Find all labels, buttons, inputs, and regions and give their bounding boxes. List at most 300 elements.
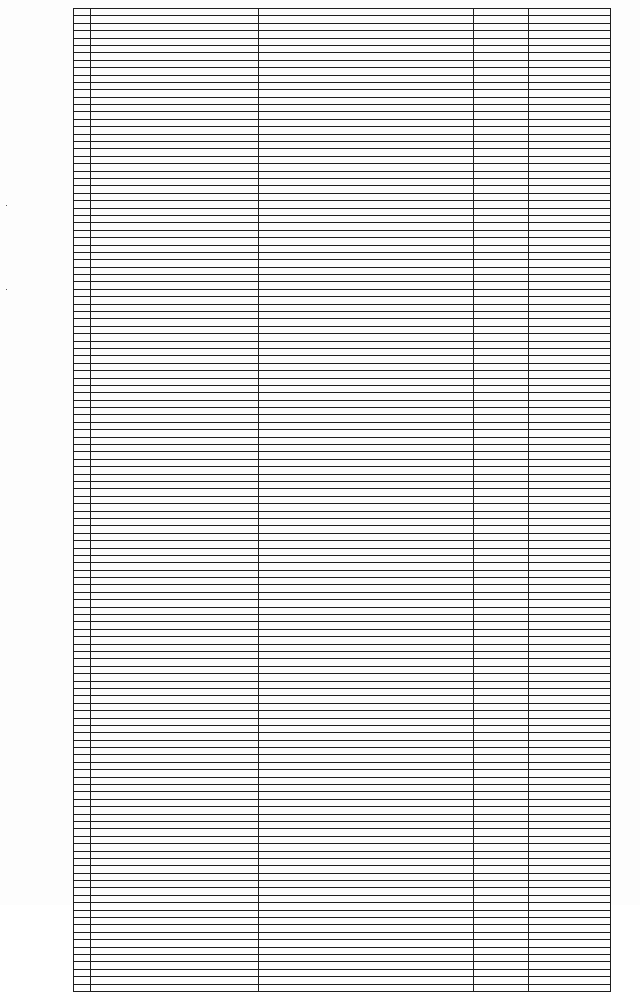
row-number-cell (74, 245, 91, 252)
year-cell (473, 637, 528, 644)
row-number-cell (74, 474, 91, 481)
period-cell (529, 644, 611, 651)
period-cell (529, 740, 611, 747)
period-cell (529, 496, 611, 503)
address-cell (91, 940, 259, 947)
year-cell (473, 341, 528, 348)
work-type-cell (259, 341, 474, 348)
address-cell (91, 674, 259, 681)
period-cell (529, 422, 611, 429)
row-number-cell (74, 289, 91, 296)
year-cell (473, 474, 528, 481)
table-row (74, 962, 611, 969)
work-type-cell (259, 903, 474, 910)
period-cell (529, 312, 611, 319)
period-cell (529, 112, 611, 119)
work-type-cell (259, 918, 474, 925)
work-type-cell (259, 289, 474, 296)
year-cell (473, 326, 528, 333)
address-cell (91, 378, 259, 385)
period-cell (529, 252, 611, 259)
year-cell (473, 356, 528, 363)
year-cell (473, 164, 528, 171)
year-cell (473, 504, 528, 511)
work-type-cell (259, 651, 474, 658)
table-row (74, 711, 611, 718)
address-cell (91, 208, 259, 215)
work-type-cell (259, 725, 474, 732)
year-cell (473, 873, 528, 880)
work-type-cell (259, 851, 474, 858)
table-row (74, 718, 611, 725)
work-type-cell (259, 134, 474, 141)
period-cell (529, 681, 611, 688)
address-cell (91, 356, 259, 363)
period-cell (529, 821, 611, 828)
period-cell (529, 836, 611, 843)
address-cell (91, 489, 259, 496)
period-cell (529, 844, 611, 851)
row-number-cell (74, 984, 91, 991)
period-cell (529, 807, 611, 814)
table-row (74, 969, 611, 976)
table-row (74, 932, 611, 939)
address-cell (91, 541, 259, 548)
period-cell (529, 53, 611, 60)
period-cell (529, 918, 611, 925)
address-cell (91, 31, 259, 38)
table-row (74, 696, 611, 703)
row-number-cell (74, 511, 91, 518)
row-number-cell (74, 60, 91, 67)
period-cell (529, 356, 611, 363)
period-cell (529, 955, 611, 962)
table-row (74, 437, 611, 444)
table-row (74, 45, 611, 52)
period-cell (529, 326, 611, 333)
period-cell (529, 38, 611, 45)
year-cell (473, 688, 528, 695)
period-cell (529, 504, 611, 511)
row-number-cell (74, 363, 91, 370)
table-row (74, 105, 611, 112)
row-number-cell (74, 68, 91, 75)
work-type-cell (259, 600, 474, 607)
address-cell (91, 319, 259, 326)
address-cell (91, 45, 259, 52)
address-cell (91, 607, 259, 614)
table-row (74, 844, 611, 851)
table-row (74, 326, 611, 333)
period-cell (529, 799, 611, 806)
row-number-cell (74, 637, 91, 644)
work-type-cell (259, 718, 474, 725)
period-cell (529, 459, 611, 466)
work-type-cell (259, 748, 474, 755)
row-number-cell (74, 681, 91, 688)
table-row (74, 607, 611, 614)
period-cell (529, 962, 611, 969)
table-row (74, 792, 611, 799)
address-cell (91, 925, 259, 932)
address-cell (91, 201, 259, 208)
table-row (74, 740, 611, 747)
period-cell (529, 518, 611, 525)
period-cell (529, 940, 611, 947)
period-cell (529, 718, 611, 725)
year-cell (473, 371, 528, 378)
address-cell (91, 984, 259, 991)
row-number-cell (74, 910, 91, 917)
row-number-cell (74, 629, 91, 636)
work-type-cell (259, 785, 474, 792)
year-cell (473, 38, 528, 45)
table-row (74, 348, 611, 355)
year-cell (473, 385, 528, 392)
address-cell (91, 785, 259, 792)
address-cell (91, 156, 259, 163)
year-cell (473, 378, 528, 385)
row-number-cell (74, 895, 91, 902)
work-type-cell (259, 858, 474, 865)
row-number-cell (74, 651, 91, 658)
work-type-cell (259, 467, 474, 474)
table-row (74, 171, 611, 178)
address-cell (91, 149, 259, 156)
row-number-cell (74, 230, 91, 237)
table-row (74, 127, 611, 134)
work-type-cell (259, 112, 474, 119)
row-number-cell (74, 703, 91, 710)
row-number-cell (74, 622, 91, 629)
address-cell (91, 16, 259, 23)
table-row (74, 252, 611, 259)
address-cell (91, 496, 259, 503)
address-cell (91, 696, 259, 703)
table-row (74, 393, 611, 400)
year-cell (473, 9, 528, 16)
year-cell (473, 755, 528, 762)
period-cell (529, 533, 611, 540)
year-cell (473, 659, 528, 666)
period-cell (529, 748, 611, 755)
work-type-cell (259, 267, 474, 274)
work-type-cell (259, 984, 474, 991)
address-cell (91, 585, 259, 592)
year-cell (473, 541, 528, 548)
table-row (74, 142, 611, 149)
year-cell (473, 866, 528, 873)
address-cell (91, 504, 259, 511)
year-cell (473, 127, 528, 134)
address-cell (91, 474, 259, 481)
period-cell (529, 873, 611, 880)
year-cell (473, 962, 528, 969)
work-type-cell (259, 711, 474, 718)
address-cell (91, 267, 259, 274)
work-type-cell (259, 888, 474, 895)
address-cell (91, 533, 259, 540)
address-cell (91, 703, 259, 710)
period-cell (529, 674, 611, 681)
period-cell (529, 688, 611, 695)
year-cell (473, 615, 528, 622)
year-cell (473, 770, 528, 777)
address-cell (91, 90, 259, 97)
period-cell (529, 755, 611, 762)
work-type-cell (259, 156, 474, 163)
year-cell (473, 622, 528, 629)
year-cell (473, 585, 528, 592)
address-cell (91, 836, 259, 843)
row-number-cell (74, 881, 91, 888)
year-cell (473, 459, 528, 466)
work-type-cell (259, 304, 474, 311)
row-number-cell (74, 304, 91, 311)
table-row (74, 829, 611, 836)
row-number-cell (74, 9, 91, 16)
year-cell (473, 430, 528, 437)
year-cell (473, 748, 528, 755)
table-row (74, 541, 611, 548)
period-cell (529, 31, 611, 38)
address-cell (91, 408, 259, 415)
year-cell (473, 718, 528, 725)
address-cell (91, 829, 259, 836)
year-cell (473, 711, 528, 718)
table-row (74, 156, 611, 163)
period-cell (529, 60, 611, 67)
table-row (74, 312, 611, 319)
table-row (74, 112, 611, 119)
row-number-cell (74, 385, 91, 392)
work-type-cell (259, 105, 474, 112)
table-row (74, 385, 611, 392)
work-type-cell (259, 607, 474, 614)
address-cell (91, 548, 259, 555)
table-row (74, 201, 611, 208)
year-cell (473, 178, 528, 185)
period-cell (529, 245, 611, 252)
year-cell (473, 400, 528, 407)
table-row (74, 16, 611, 23)
address-cell (91, 962, 259, 969)
work-type-cell (259, 312, 474, 319)
work-type-cell (259, 53, 474, 60)
address-cell (91, 334, 259, 341)
row-number-cell (74, 260, 91, 267)
row-number-cell (74, 578, 91, 585)
work-type-cell (259, 178, 474, 185)
address-cell (91, 600, 259, 607)
year-cell (473, 68, 528, 75)
work-type-cell (259, 75, 474, 82)
address-cell (91, 245, 259, 252)
work-type-cell (259, 45, 474, 52)
table-row (74, 208, 611, 215)
work-type-cell (259, 186, 474, 193)
row-number-cell (74, 666, 91, 673)
work-type-cell (259, 97, 474, 104)
address-cell (91, 452, 259, 459)
work-type-cell (259, 82, 474, 89)
table-row (74, 925, 611, 932)
year-cell (473, 977, 528, 984)
year-cell (473, 319, 528, 326)
row-number-cell (74, 452, 91, 459)
work-type-cell (259, 149, 474, 156)
address-cell (91, 688, 259, 695)
address-cell (91, 866, 259, 873)
table-row (74, 903, 611, 910)
table-row (74, 223, 611, 230)
period-cell (529, 186, 611, 193)
work-type-cell (259, 659, 474, 666)
row-number-cell (74, 792, 91, 799)
period-cell (529, 932, 611, 939)
row-number-cell (74, 718, 91, 725)
period-cell (529, 171, 611, 178)
row-number-cell (74, 193, 91, 200)
address-cell (91, 289, 259, 296)
period-cell (529, 585, 611, 592)
row-number-cell (74, 799, 91, 806)
address-cell (91, 23, 259, 30)
year-cell (473, 437, 528, 444)
work-type-cell (259, 947, 474, 954)
table-row (74, 881, 611, 888)
period-cell (529, 777, 611, 784)
address-cell (91, 578, 259, 585)
address-cell (91, 437, 259, 444)
address-cell (91, 644, 259, 651)
year-cell (473, 489, 528, 496)
period-cell (529, 482, 611, 489)
table-row (74, 75, 611, 82)
year-cell (473, 785, 528, 792)
row-number-cell (74, 955, 91, 962)
address-cell (91, 275, 259, 282)
year-cell (473, 90, 528, 97)
address-cell (91, 238, 259, 245)
row-number-cell (74, 733, 91, 740)
work-type-cell (259, 452, 474, 459)
period-cell (529, 600, 611, 607)
table-row (74, 304, 611, 311)
row-number-cell (74, 873, 91, 880)
row-number-cell (74, 600, 91, 607)
row-number-cell (74, 592, 91, 599)
work-type-cell (259, 282, 474, 289)
table-row (74, 334, 611, 341)
work-type-cell (259, 940, 474, 947)
year-cell (473, 548, 528, 555)
period-cell (529, 105, 611, 112)
work-type-cell (259, 622, 474, 629)
year-cell (473, 644, 528, 651)
table-row (74, 785, 611, 792)
row-number-cell (74, 31, 91, 38)
period-cell (529, 511, 611, 518)
work-type-cell (259, 415, 474, 422)
work-type-cell (259, 408, 474, 415)
period-cell (529, 275, 611, 282)
row-number-cell (74, 762, 91, 769)
row-number-cell (74, 918, 91, 925)
row-number-cell (74, 164, 91, 171)
period-cell (529, 925, 611, 932)
work-type-cell (259, 563, 474, 570)
table-row (74, 807, 611, 814)
table-row (74, 600, 611, 607)
work-type-cell (259, 437, 474, 444)
table-row (74, 68, 611, 75)
address-cell (91, 666, 259, 673)
work-type-cell (259, 60, 474, 67)
address-cell (91, 215, 259, 222)
period-cell (529, 282, 611, 289)
period-cell (529, 592, 611, 599)
address-cell (91, 38, 259, 45)
year-cell (473, 230, 528, 237)
work-type-cell (259, 31, 474, 38)
address-cell (91, 903, 259, 910)
year-cell (473, 193, 528, 200)
period-cell (529, 127, 611, 134)
table-row (74, 267, 611, 274)
year-cell (473, 903, 528, 910)
period-cell (529, 238, 611, 245)
year-cell (473, 895, 528, 902)
year-cell (473, 725, 528, 732)
work-type-cell (259, 223, 474, 230)
address-cell (91, 467, 259, 474)
year-cell (473, 393, 528, 400)
address-cell (91, 711, 259, 718)
address-cell (91, 304, 259, 311)
work-type-cell (259, 193, 474, 200)
work-type-cell (259, 681, 474, 688)
row-number-cell (74, 829, 91, 836)
period-cell (529, 541, 611, 548)
row-number-cell (74, 201, 91, 208)
table-row (74, 134, 611, 141)
work-type-cell (259, 68, 474, 75)
period-cell (529, 437, 611, 444)
address-cell (91, 385, 259, 392)
address-cell (91, 637, 259, 644)
year-cell (473, 851, 528, 858)
row-number-cell (74, 348, 91, 355)
table-row (74, 400, 611, 407)
work-type-cell (259, 260, 474, 267)
row-number-cell (74, 496, 91, 503)
year-cell (473, 289, 528, 296)
address-cell (91, 955, 259, 962)
address-cell (91, 947, 259, 954)
table-row (74, 319, 611, 326)
table-row (74, 60, 611, 67)
row-number-cell (74, 489, 91, 496)
address-cell (91, 422, 259, 429)
address-cell (91, 851, 259, 858)
year-cell (473, 348, 528, 355)
table-row (74, 651, 611, 658)
work-type-cell (259, 16, 474, 23)
row-number-cell (74, 903, 91, 910)
work-type-cell (259, 740, 474, 747)
work-type-cell (259, 482, 474, 489)
